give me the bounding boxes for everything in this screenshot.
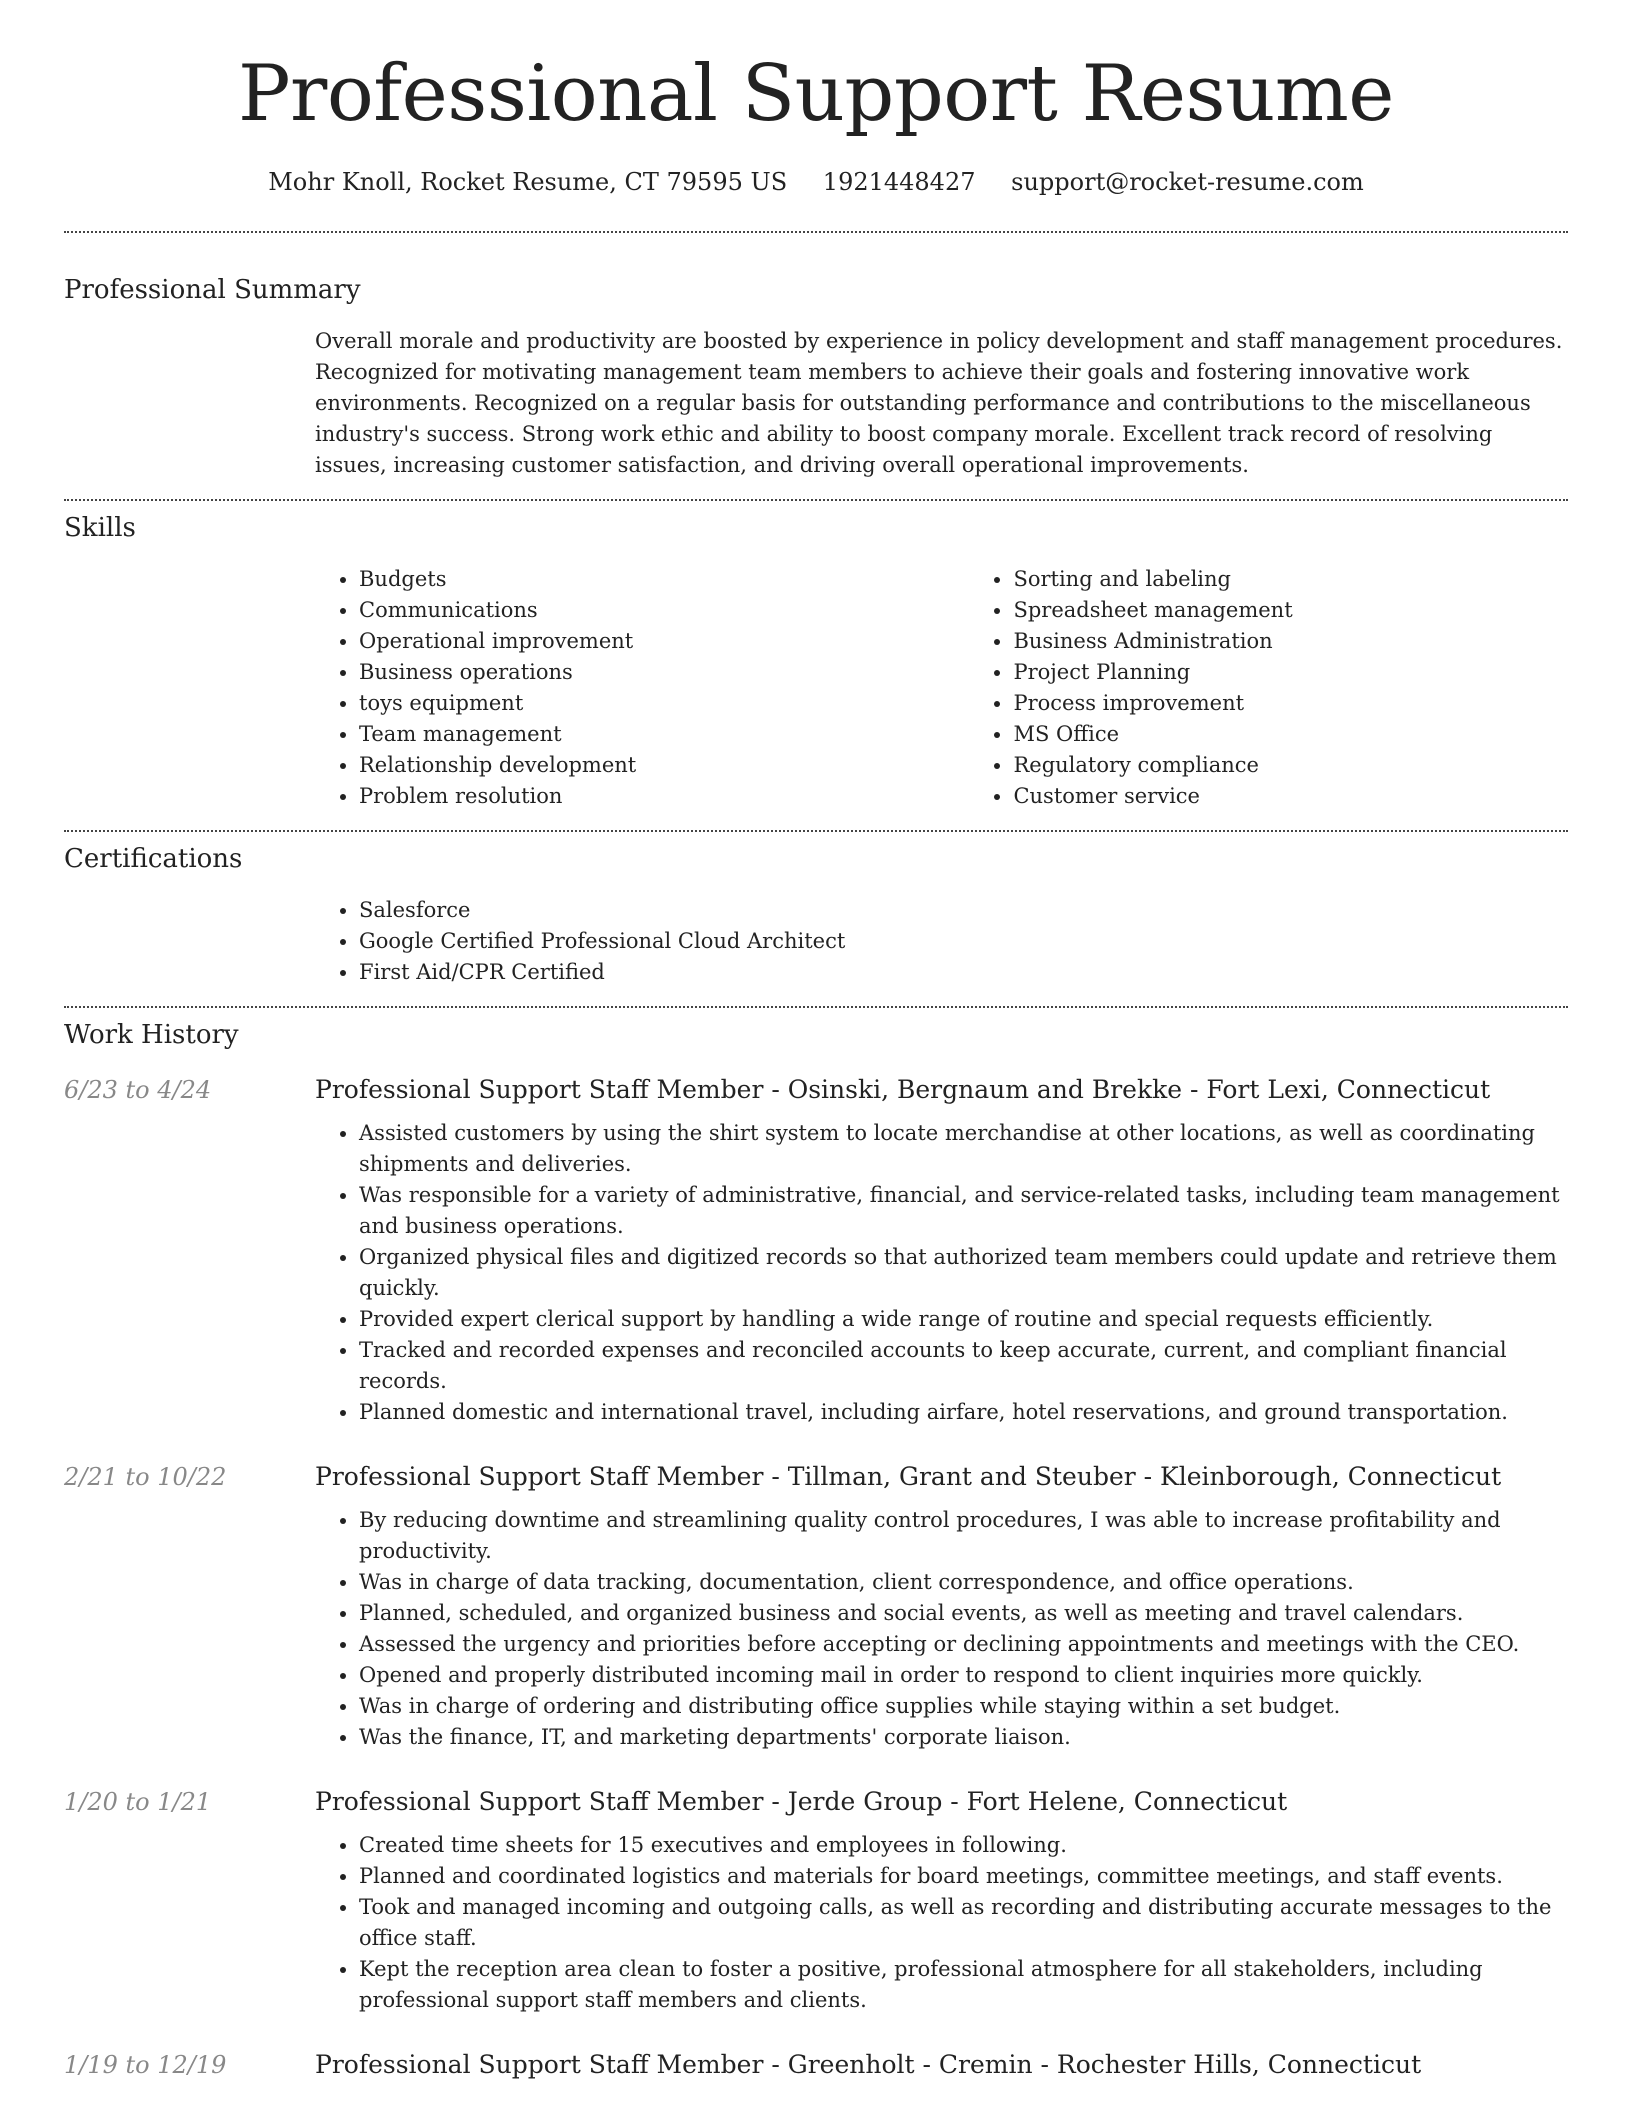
job-bullet: • Planned and coordinated logistics and materials for board meetings, committee meetings, and staff events. (359, 1861, 1568, 1892)
skills-column-left (315, 564, 923, 812)
job-bullet: • Tracked and recorded expenses and reconciled accounts to keep accurate, current, and compliant financial records. (359, 1335, 1568, 1397)
job-bullets (315, 1118, 1568, 1428)
work-history-heading: Work History (64, 1020, 239, 1051)
skill-item: • Team management (359, 719, 923, 750)
contact-phone: 1921448427 (822, 167, 976, 196)
job-bullet: • Assisted customers by using the shirt system to locate merchandise at other locations, as well as coordinating shipments and deliveries. (359, 1118, 1568, 1180)
job-bullets (315, 1830, 1568, 2016)
job-entry (64, 1075, 1568, 1428)
certification-item: • First Aid/CPR Certified (359, 957, 1568, 988)
job-title: Professional Support Staff Member - Osinski, Bergnaum and Brekke - Fort Lexi, Connecticut (315, 1075, 1491, 1105)
job-dates: 6/23 to 4/24 (64, 1076, 212, 1105)
certification-item: • Salesforce (359, 895, 1568, 926)
job-bullet: • Kept the reception area clean to foster a positive, professional atmosphere for all stakeholders, including professional support staff members and clients. (359, 1954, 1568, 2016)
job-bullet: • Created time sheets for 15 executives and employees in following. (359, 1830, 1568, 1861)
skill-item: • Budgets (359, 564, 923, 595)
skills-heading: Skills (64, 512, 136, 543)
skill-item: • Regulatory compliance (1013, 750, 1568, 781)
skill-item: • Customer service (1013, 781, 1568, 812)
certification-item: • Google Certified Professional Cloud Architect (359, 926, 1568, 957)
contact-line (64, 168, 1568, 197)
job-bullets (315, 1505, 1568, 1753)
section-divider (64, 499, 1568, 501)
contact-address: Mohr Knoll, Rocket Resume, CT 79595 US (268, 167, 788, 196)
contact-email: support@rocket-resume.com (1011, 167, 1364, 196)
summary-heading: Professional Summary (64, 274, 361, 305)
job-bullet: • Was in charge of data tracking, documentation, client correspondence, and office operations. (359, 1567, 1568, 1598)
skill-item: • Sorting and labeling (1013, 564, 1568, 595)
skill-item: • Process improvement (1013, 688, 1568, 719)
skill-item: • Business operations (359, 657, 923, 688)
job-bullet: • Organized physical files and digitized records so that authorized team members could update and retrieve them quickly. (359, 1242, 1568, 1304)
summary-text: Overall morale and productivity are boosted by experience in policy development and staff management procedures. Recognized for motivating management team members to achieve their goals and fostering innovative work environments. Recognized on a regular basis for outstanding performance and contributions to the miscellaneous industry's success. Strong work ethic and ability to boost company morale. Excellent track record of resolving issues, increasing customer satisfaction, and driving overall operational improvements. (315, 328, 1563, 477)
skill-item: • Communications (359, 595, 923, 626)
resume-page (64, 0, 1568, 2079)
skill-item: • Relationship development (359, 750, 923, 781)
job-title: Professional Support Staff Member - Jerde Group - Fort Helene, Connecticut (315, 1787, 1288, 1817)
skill-item: • Operational improvement (359, 626, 923, 657)
skill-item: • Spreadsheet management (1013, 595, 1568, 626)
job-bullet: • Was in charge of ordering and distributing office supplies while staying within a set budget. (359, 1691, 1568, 1722)
job-dates: 1/20 to 1/21 (64, 1788, 212, 1817)
skills-list (315, 564, 1568, 812)
job-entry (64, 1462, 1568, 1753)
job-bullet: • Planned, scheduled, and organized business and social events, as well as meeting and travel calendars. (359, 1598, 1568, 1629)
skill-item: • Project Planning (1013, 657, 1568, 688)
section-divider (64, 1006, 1568, 1008)
resume-title: Professional Support Resume (238, 49, 1394, 139)
section-divider (64, 830, 1568, 832)
job-bullet: • By reducing downtime and streamlining quality control procedures, I was able to increase profitability and productivity. (359, 1505, 1568, 1567)
skill-item: • Problem resolution (359, 781, 923, 812)
job-bullet: • Was the finance, IT, and marketing departments' corporate liaison. (359, 1722, 1568, 1753)
job-title: Professional Support Staff Member - Greenholt - Cremin - Rochester Hills, Connecticut (315, 2050, 1422, 2080)
job-bullet: • Opened and properly distributed incoming mail in order to respond to client inquiries more quickly. (359, 1660, 1568, 1691)
job-dates: 2/21 to 10/22 (64, 1463, 227, 1492)
section-divider (64, 231, 1568, 233)
job-bullet: • Took and managed incoming and outgoing calls, as well as recording and distributing accurate messages to the office staff. (359, 1892, 1568, 1954)
certifications-list (315, 895, 1568, 988)
skill-item: • Business Administration (1013, 626, 1568, 657)
job-entry (64, 1787, 1568, 2016)
job-bullet: • Assessed the urgency and priorities before accepting or declining appointments and meetings with the CEO. (359, 1629, 1568, 1660)
job-bullet: • Planned domestic and international travel, including airfare, hotel reservations, and ground transportation. (359, 1397, 1568, 1428)
skills-column-right (969, 564, 1568, 812)
job-dates: 1/19 to 12/19 (64, 2051, 227, 2080)
certifications-heading: Certifications (64, 843, 243, 874)
job-title: Professional Support Staff Member - Tillman, Grant and Steuber - Kleinborough, Connecticut (315, 1462, 1502, 1492)
skill-item: • MS Office (1013, 719, 1568, 750)
job-bullet: • Was responsible for a variety of administrative, financial, and service-related tasks, including team management and business operations. (359, 1180, 1568, 1242)
skill-item: • toys equipment (359, 688, 923, 719)
job-bullet: • Provided expert clerical support by handling a wide range of routine and special requests efficiently. (359, 1304, 1568, 1335)
job-entry (64, 2050, 1568, 2079)
